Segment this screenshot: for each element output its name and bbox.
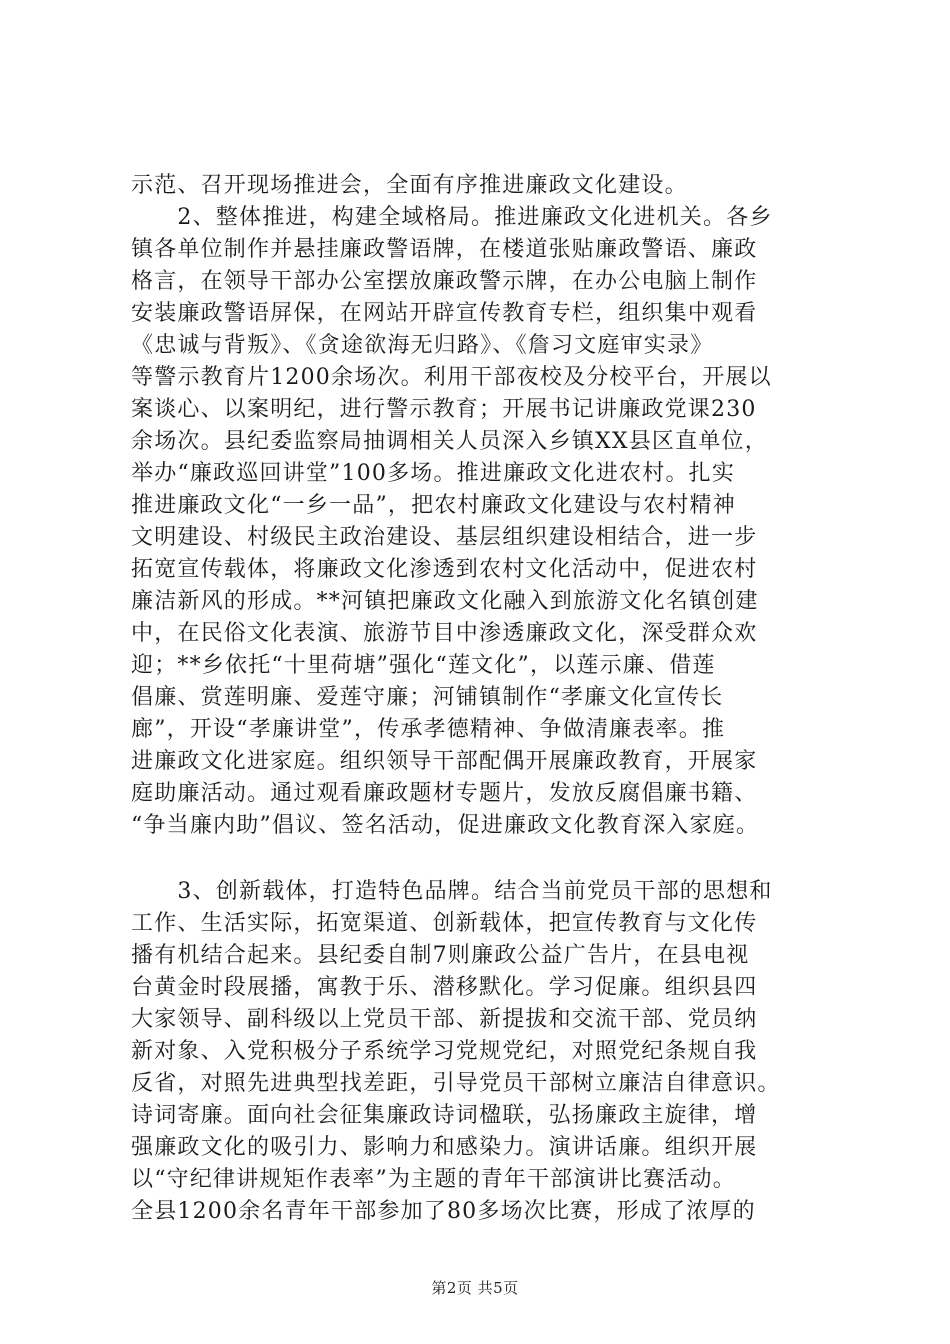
text-line: 迎；**乡依托“十里荷塘”强化“莲文化”，以莲示廉、借莲 (131, 653, 716, 678)
text-line: 新对象、入党积极分子系统学习党规党纪，对照党纪条规自我 (131, 1039, 758, 1064)
text-line: 倡廉、赏莲明廉、爱莲守廉；河铺镇制作“孝廉文化宣传长 (131, 685, 724, 710)
text-line: 播有机结合起来。县纪委自制7则廉政公益广告片，在县电视 (131, 943, 750, 968)
text-line: 案谈心、以案明纪，进行警示教育；开展书记讲廉政党课230 (131, 397, 757, 422)
body-text (131, 170, 849, 1228)
text-line: 余场次。县纪委监察局抽调相关人员深入乡镇XX县区直单位， (131, 429, 768, 454)
text-line: 全县1200余名青年干部参加了80多场次比赛，形成了浓厚的 (131, 1199, 756, 1224)
paragraph (131, 876, 849, 1228)
page-number-label: 第2页 共5页 (431, 1279, 519, 1297)
paragraph-spacer (131, 842, 849, 876)
page-footer (0, 1278, 950, 1298)
text-line: 庭助廉活动。通过观看廉政题材专题片，发放反腐倡廉书籍、 (131, 781, 758, 806)
text-line: 进廉政文化进家庭。组织领导干部配偶开展廉政教育，开展家 (131, 749, 758, 774)
text-line: 诗词寄廉。面向社会征集廉政诗词楹联，弘扬廉政主旋律，增 (131, 1103, 758, 1128)
text-line: 台黄金时段展播，寓教于乐、潜移默化。学习促廉。组织县四 (131, 975, 758, 1000)
paragraph (131, 202, 849, 842)
text-line: 强廉政文化的吸引力、影响力和感染力。演讲话廉。组织开展 (131, 1135, 758, 1160)
text-line: 格言，在领导干部办公室摆放廉政警示牌，在办公电脑上制作 (131, 269, 758, 294)
text-line: 大家领导、副科级以上党员干部、新提拔和交流干部、党员纳 (131, 1007, 758, 1032)
text-line: 廊”，开设“孝廉讲堂”，传承孝德精神、争做清廉表率。推 (131, 717, 726, 742)
text-line: 2、整体推进，构建全域格局。推进廉政文化进机关。各乡 (131, 205, 773, 230)
text-line: 文明建设、村级民主政治建设、基层组织建设相结合，进一步 (131, 525, 758, 550)
text-line: 以“守纪律讲规矩作表率”为主题的青年干部演讲比赛活动。 (131, 1167, 736, 1192)
text-line: 等警示教育片1200余场次。利用干部夜校及分校平台，开展以 (131, 365, 772, 390)
text-line: 安装廉政警语屏保，在网站开辟宣传教育专栏，组织集中观看 (131, 301, 758, 326)
text-line: 拓宽宣传载体，将廉政文化渗透到农村文化活动中，促进农村 (131, 557, 758, 582)
text-line: 示范、召开现场推进会，全面有序推进廉政文化建设。 (131, 173, 688, 198)
text-line: 举办“廉政巡回讲堂”100多场。推进廉政文化进农村。扎实 (131, 461, 736, 486)
text-line: 工作、生活实际，拓宽渠道、创新载体，把宣传教育与文化传 (131, 911, 758, 936)
text-line: 镇各单位制作并悬挂廉政警语牌，在楼道张贴廉政警语、廉政 (131, 237, 758, 262)
text-line: 《忠诚与背叛》、《贪途欲海无归路》、《詹习文庭审实录》 (131, 333, 714, 358)
paragraph (131, 170, 849, 202)
text-line: 廉洁新风的形成。**河镇把廉政文化融入到旅游文化名镇创建 (131, 589, 759, 614)
text-line: 反省，对照先进典型找差距，引导党员干部树立廉洁自律意识。 (131, 1071, 781, 1096)
text-line: “争当廉内助”倡议、签名活动，促进廉政文化教育深入家庭。 (131, 813, 760, 838)
text-line: 推进廉政文化“一乡一品”，把农村廉政文化建设与农村精神 (131, 493, 736, 518)
text-line: 3、创新载体，打造特色品牌。结合当前党员干部的思想和 (131, 879, 773, 904)
text-line: 中，在民俗文化表演、旅游节目中渗透廉政文化，深受群众欢 (131, 621, 758, 646)
